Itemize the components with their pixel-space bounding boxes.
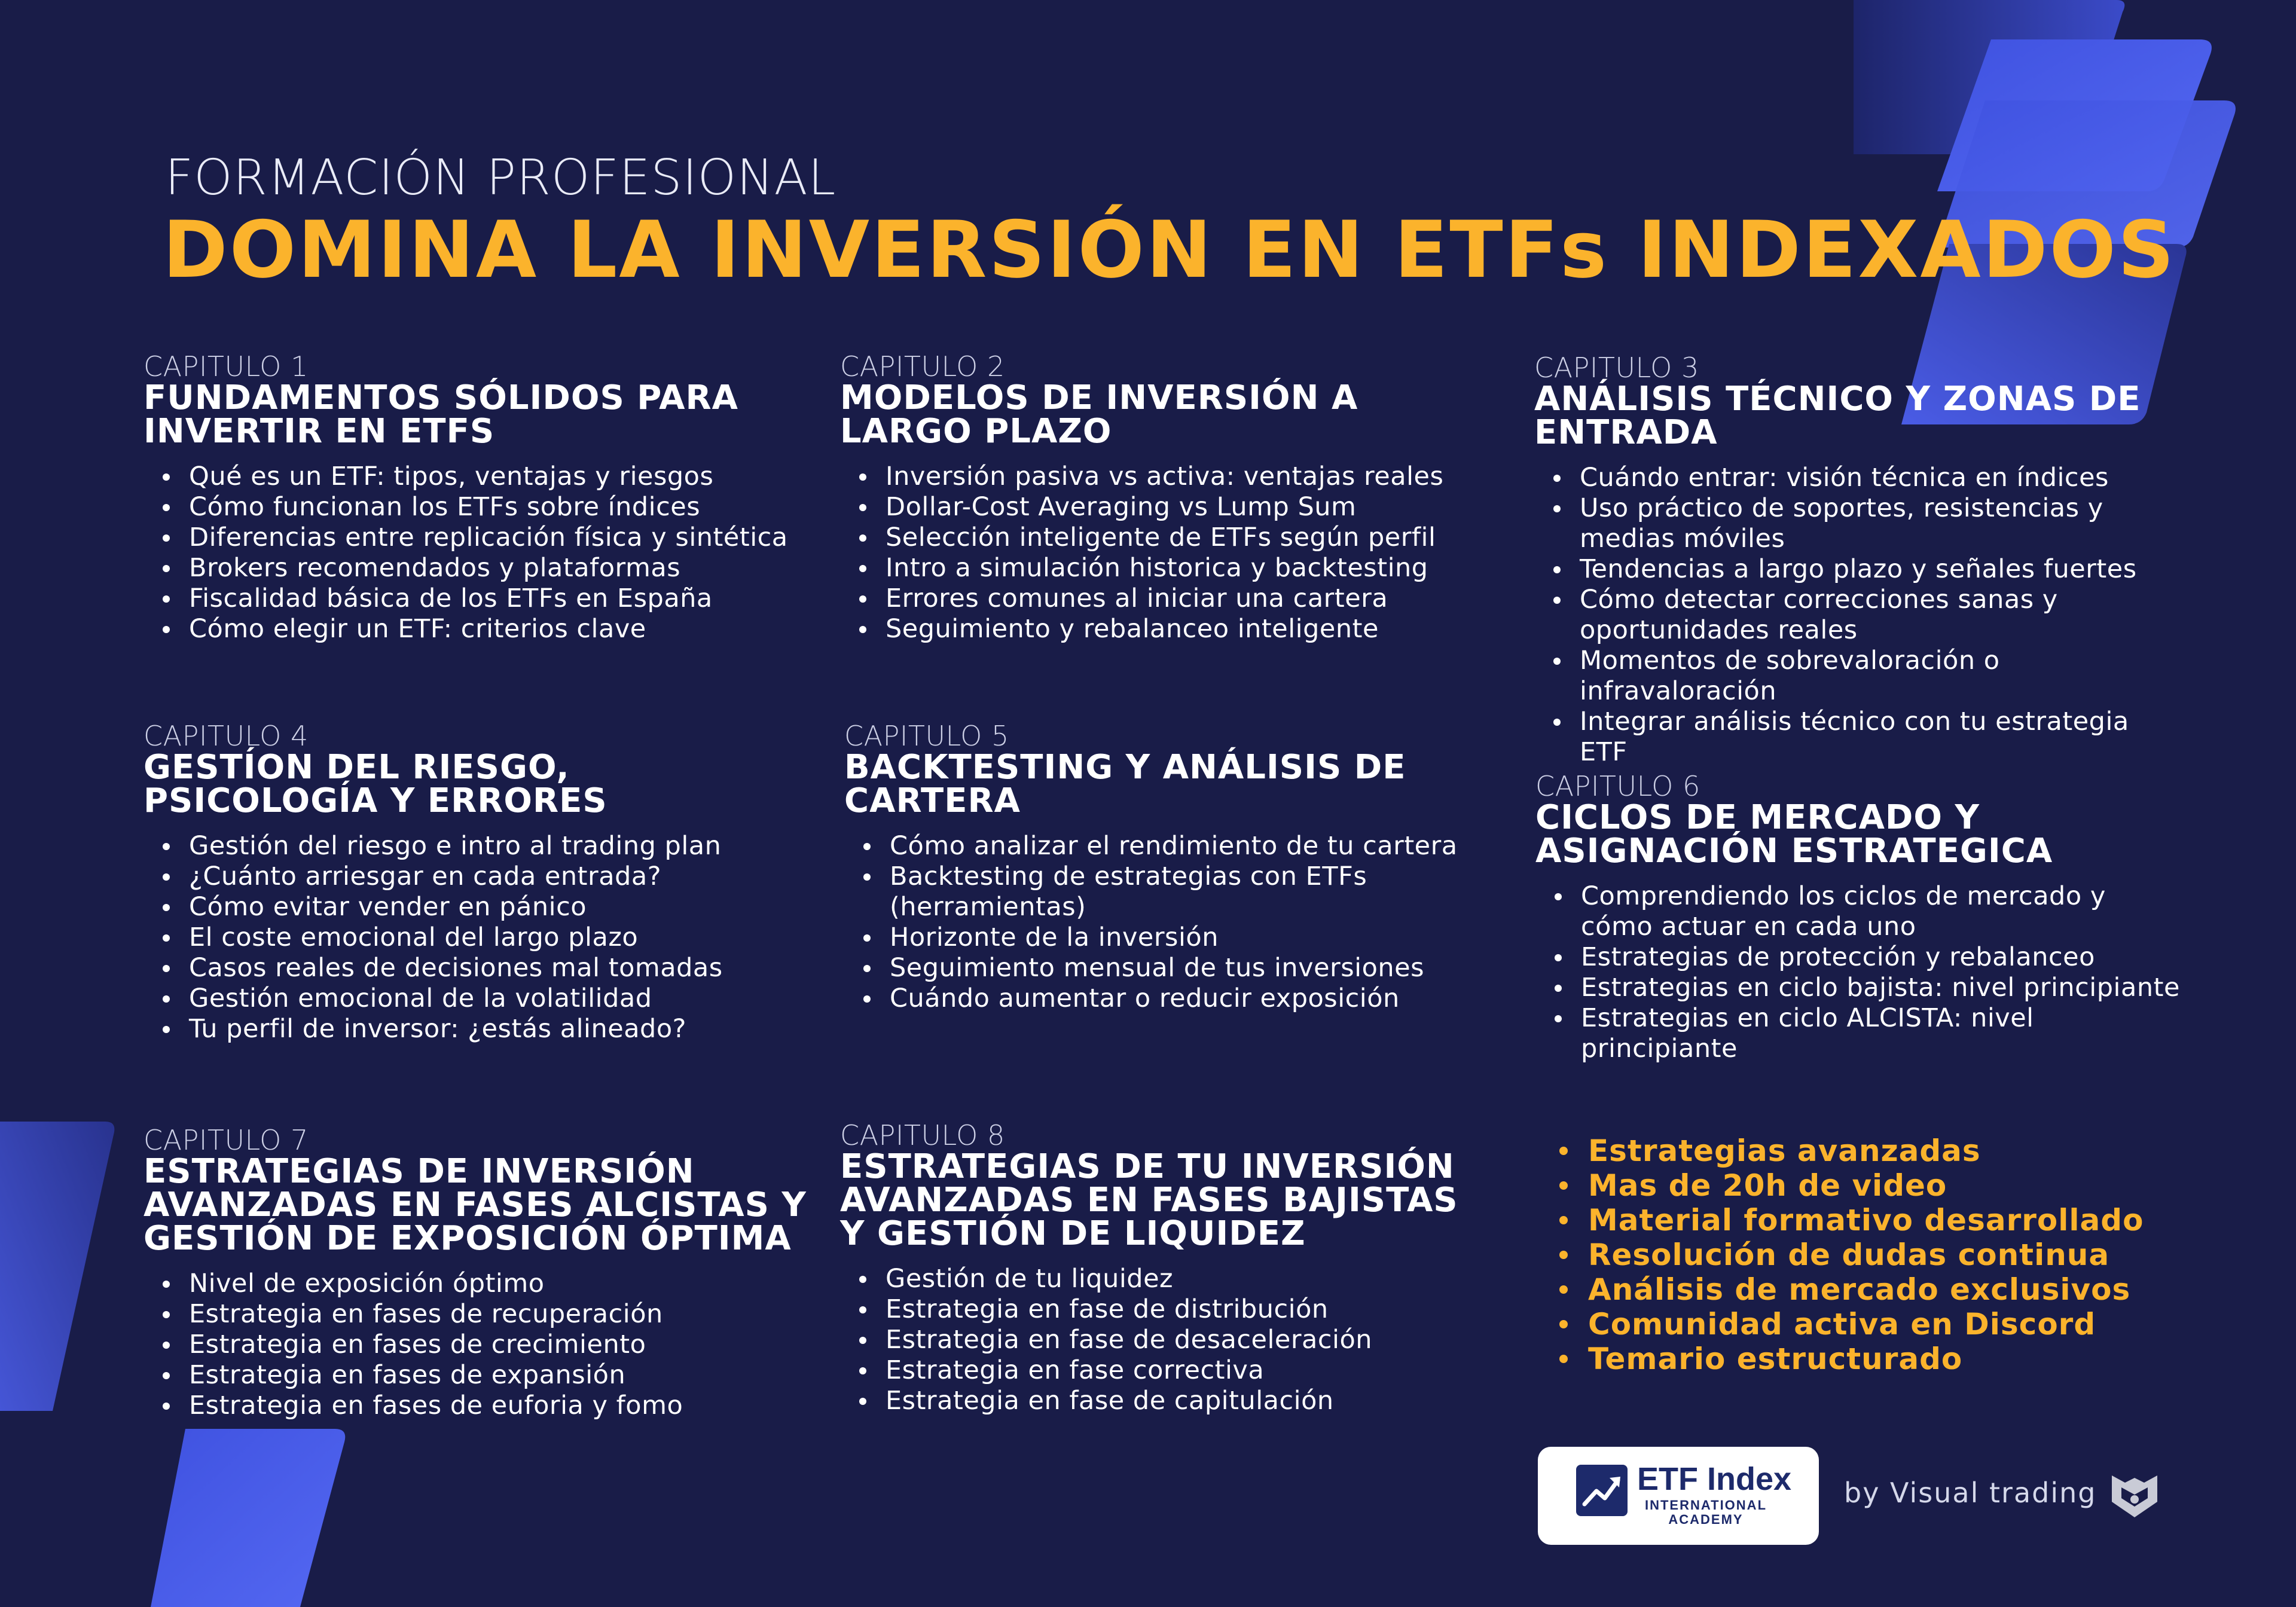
list-item: Brokers recomendados y plataformas bbox=[189, 553, 789, 583]
logo-subtitle: INTERNATIONAL ACADEMY bbox=[1644, 1498, 1767, 1527]
list-item: Selección inteligente de ETFs según perfil bbox=[886, 523, 1486, 553]
chapter-label: CAPITULO 7 bbox=[144, 1124, 309, 1156]
chapter-4 bbox=[144, 721, 789, 1044]
benefit-item: Estrategias avanzadas bbox=[1588, 1134, 2148, 1168]
chapter-5 bbox=[844, 721, 1490, 1014]
list-item: Estrategia en fase de capitulación bbox=[886, 1386, 1486, 1416]
list-item: Comprendiendo los ciclos de mercado y cómo actuar en cada uno bbox=[1581, 881, 2181, 942]
list-item: Estrategias en ciclo bajista: nivel principiante bbox=[1581, 973, 2181, 1003]
list-item: Gestión de tu liquidez bbox=[886, 1264, 1486, 1294]
chapter-label: CAPITULO 3 bbox=[1534, 352, 1699, 384]
list-item: Dollar-Cost Averaging vs Lump Sum bbox=[886, 492, 1486, 523]
chapter-label: CAPITULO 2 bbox=[840, 350, 1005, 383]
chapter-1 bbox=[144, 352, 789, 644]
eyebrow-label: FORMACIÓN PROFESIONAL bbox=[165, 149, 836, 206]
trend-chart-icon bbox=[1576, 1465, 1628, 1516]
chapter-topic-list bbox=[144, 831, 789, 1044]
chapter-label: CAPITULO 1 bbox=[144, 350, 309, 383]
visual-trading-logo-icon bbox=[2107, 1467, 2162, 1522]
list-item: Errores comunes al iniciar una cartera bbox=[886, 583, 1486, 614]
list-item: Intro a simulación historica y backtesting bbox=[886, 553, 1486, 583]
list-item: Qué es un ETF: tipos, ventajas y riesgos bbox=[189, 462, 789, 492]
list-item: Estrategia en fases de crecimiento bbox=[189, 1330, 807, 1360]
chapter-title: FUNDAMENTOS SÓLIDOS PARA INVERTIR EN ETFS bbox=[144, 378, 738, 451]
chapter-label: CAPITULO 5 bbox=[844, 720, 1009, 752]
chapter-title: MODELOS DE INVERSIÓN A LARGO PLAZO bbox=[840, 378, 1358, 451]
course-benefits bbox=[1550, 1134, 2148, 1376]
list-item: Uso práctico de soportes, resistencias y medias móviles bbox=[1580, 493, 2180, 554]
chapter-topic-list bbox=[144, 1269, 807, 1421]
chapter-topic-list bbox=[1535, 881, 2181, 1064]
chapter-topic-list bbox=[840, 1264, 1486, 1416]
list-item: Estrategia en fase de desaceleración bbox=[886, 1325, 1486, 1355]
page-title: DOMINA LA INVERSIÓN EN ETFs INDEXADOS bbox=[163, 204, 2176, 295]
list-item: Cuándo entrar: visión técnica en índices bbox=[1580, 463, 2180, 493]
list-item: Cómo elegir un ETF: criterios clave bbox=[189, 614, 789, 644]
list-item: Nivel de exposición óptimo bbox=[189, 1269, 807, 1299]
list-item: Cómo analizar el rendimiento de tu cartera bbox=[890, 831, 1490, 861]
benefits-list bbox=[1550, 1134, 2148, 1376]
list-item: Estrategias en ciclo ALCISTA: nivel principiante bbox=[1581, 1003, 2181, 1064]
list-item: Inversión pasiva vs activa: ventajas reales bbox=[886, 462, 1486, 492]
list-item: Momentos de sobrevaloración o infravaloración bbox=[1580, 646, 2180, 707]
byline: by Visual trading bbox=[1844, 1477, 2097, 1509]
list-item: Cómo evitar vender en pánico bbox=[189, 892, 789, 922]
list-item: ¿Cuánto arriesgar en cada entrada? bbox=[189, 861, 789, 892]
chapter-label: CAPITULO 4 bbox=[144, 720, 309, 752]
list-item: Cómo funcionan los ETFs sobre índices bbox=[189, 492, 789, 523]
chapter-7 bbox=[144, 1125, 807, 1421]
chapter-topic-list bbox=[840, 462, 1486, 644]
list-item: Gestión emocional de la volatilidad bbox=[189, 983, 789, 1014]
benefit-item: Comunidad activa en Discord bbox=[1588, 1307, 2148, 1342]
benefit-item: Temario estructurado bbox=[1588, 1342, 2148, 1376]
chapter-title: CICLOS DE MERCADO Y ASIGNACIÓN ESTRATEGICA bbox=[1535, 798, 2053, 870]
list-item: Horizonte de la inversión bbox=[890, 922, 1490, 953]
chapter-label: CAPITULO 6 bbox=[1535, 770, 1700, 802]
chapter-title: ESTRATEGIAS DE TU INVERSIÓN AVANZADAS EN FASES BAJISTAS Y GESTIÓN DE LIQUIDEZ bbox=[840, 1147, 1458, 1253]
list-item: Tu perfil de inversor: ¿estás alineado? bbox=[189, 1014, 789, 1044]
benefit-item: Material formativo desarrollado bbox=[1588, 1203, 2148, 1238]
deco-shape-bottom-1 bbox=[0, 1122, 114, 1411]
list-item: Tendencias a largo plazo y señales fuertes bbox=[1580, 554, 2180, 585]
list-item: Cómo detectar correcciones sanas y oportunidades reales bbox=[1580, 585, 2180, 646]
chapter-title: GESTÍON DEL RIESGO, PSICOLOGÍA Y ERRORES bbox=[144, 748, 607, 820]
chapter-3 bbox=[1534, 353, 2180, 768]
chapter-topic-list bbox=[144, 462, 789, 644]
list-item: Estrategia en fase de distribución bbox=[886, 1294, 1486, 1325]
list-item: Fiscalidad básica de los ETFs en España bbox=[189, 583, 789, 614]
benefit-item: Mas de 20h de video bbox=[1588, 1168, 2148, 1203]
deco-shape-bottom-2 bbox=[151, 1429, 345, 1607]
chapter-title: ESTRATEGIAS DE INVERSIÓN AVANZADAS EN FASES ALCISTAS Y GESTIÓN DE EXPOSICIÓN ÓPTIMA bbox=[144, 1152, 807, 1258]
logo-name: ETF Index bbox=[1637, 1461, 1792, 1497]
list-item: Seguimiento mensual de tus inversiones bbox=[890, 953, 1490, 983]
chapter-2 bbox=[840, 352, 1486, 644]
list-item: El coste emocional del largo plazo bbox=[189, 922, 789, 953]
list-item: Estrategia en fase correctiva bbox=[886, 1355, 1486, 1386]
list-item: Casos reales de decisiones mal tomadas bbox=[189, 953, 789, 983]
list-item: Diferencias entre replicación física y sintética bbox=[189, 523, 789, 553]
list-item: Estrategia en fases de expansión bbox=[189, 1360, 807, 1391]
chapter-topic-list bbox=[1534, 463, 2180, 768]
list-item: Seguimiento y rebalanceo inteligente bbox=[886, 614, 1486, 644]
chapter-topic-list bbox=[844, 831, 1490, 1014]
list-item: Gestión del riesgo e intro al trading plan bbox=[189, 831, 789, 861]
list-item: Backtesting de estrategias con ETFs (herramientas) bbox=[890, 861, 1490, 922]
list-item: Estrategia en fases de recuperación bbox=[189, 1299, 807, 1330]
list-item: Integrar análisis técnico con tu estrategia ETF bbox=[1580, 707, 2180, 768]
list-item: Cuándo aumentar o reducir exposición bbox=[890, 983, 1490, 1014]
chapter-title: BACKTESTING Y ANÁLISIS DE CARTERA bbox=[844, 748, 1406, 820]
list-item: Estrategia en fases de euforia y fomo bbox=[189, 1391, 807, 1421]
etf-index-logo bbox=[1538, 1447, 1819, 1545]
chapter-label: CAPITULO 8 bbox=[840, 1119, 1005, 1151]
chapter-6 bbox=[1535, 771, 2181, 1064]
benefit-item: Resolución de dudas continua bbox=[1588, 1238, 2148, 1272]
chapter-title: ANÁLISIS TÉCNICO Y ZONAS DE ENTRADA bbox=[1534, 380, 2141, 452]
chapter-8 bbox=[840, 1120, 1486, 1416]
list-item: Estrategias de protección y rebalanceo bbox=[1581, 942, 2181, 973]
benefit-item: Análisis de mercado exclusivos bbox=[1588, 1272, 2148, 1307]
